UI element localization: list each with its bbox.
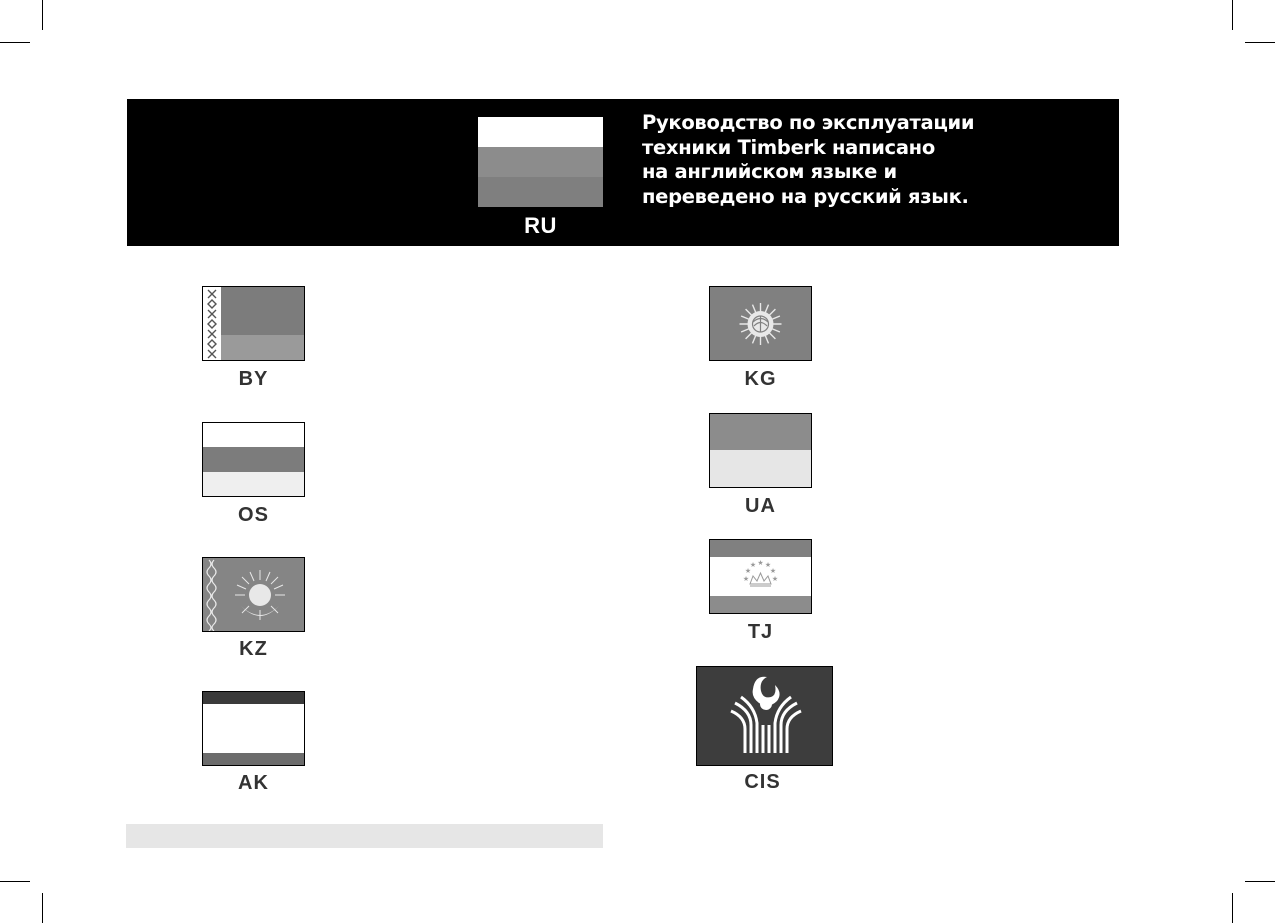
svg-text:★: ★	[757, 559, 764, 567]
kyrgyzstan-flag-icon	[709, 286, 812, 361]
notice-line: переведено на русский язык.	[642, 184, 969, 208]
crop-mark	[1232, 893, 1233, 923]
notice-line: техники Timberk написано	[642, 135, 935, 159]
crop-mark	[1245, 42, 1275, 43]
flag-code-os: OS	[238, 504, 269, 526]
belarus-flag-icon	[202, 286, 305, 361]
language-banner	[127, 99, 1119, 246]
cis-emblem-icon	[696, 666, 833, 766]
flag-code-ak: AK	[238, 772, 269, 794]
flag-code-cis: CIS	[744, 771, 781, 793]
ukraine-flag-icon	[709, 413, 812, 488]
svg-text:★: ★	[769, 567, 777, 575]
flag-code-kz: KZ	[239, 638, 268, 660]
manual-language-notice	[642, 111, 1042, 209]
crop-mark	[0, 42, 30, 43]
notice-line: на английском языке и	[642, 160, 897, 183]
svg-text:★: ★	[744, 567, 752, 575]
footer-bar	[126, 824, 603, 848]
tajikistan-flag-icon	[709, 539, 812, 614]
kazakhstan-flag-icon	[202, 557, 305, 632]
crop-mark	[0, 881, 30, 882]
russia-flag-icon	[478, 117, 603, 207]
crop-mark	[1245, 881, 1275, 882]
crop-mark	[42, 0, 43, 30]
flag-code-tj: TJ	[747, 621, 774, 643]
notice-line: Руководство по эксплуатации	[642, 111, 975, 134]
svg-text:★: ★	[764, 561, 772, 569]
flag-code-kg: KG	[744, 368, 777, 390]
flag-code-ru: RU	[524, 213, 557, 238]
svg-text:★: ★	[771, 575, 779, 583]
flag-code-ua: UA	[745, 495, 776, 517]
crop-mark	[42, 893, 43, 923]
svg-text:★: ★	[749, 561, 757, 569]
south-ossetia-flag-icon	[202, 422, 305, 497]
crop-mark	[1232, 0, 1233, 30]
abkhazia-flag-icon	[202, 691, 305, 766]
svg-text:★: ★	[742, 575, 750, 583]
flag-code-by: BY	[238, 368, 269, 390]
